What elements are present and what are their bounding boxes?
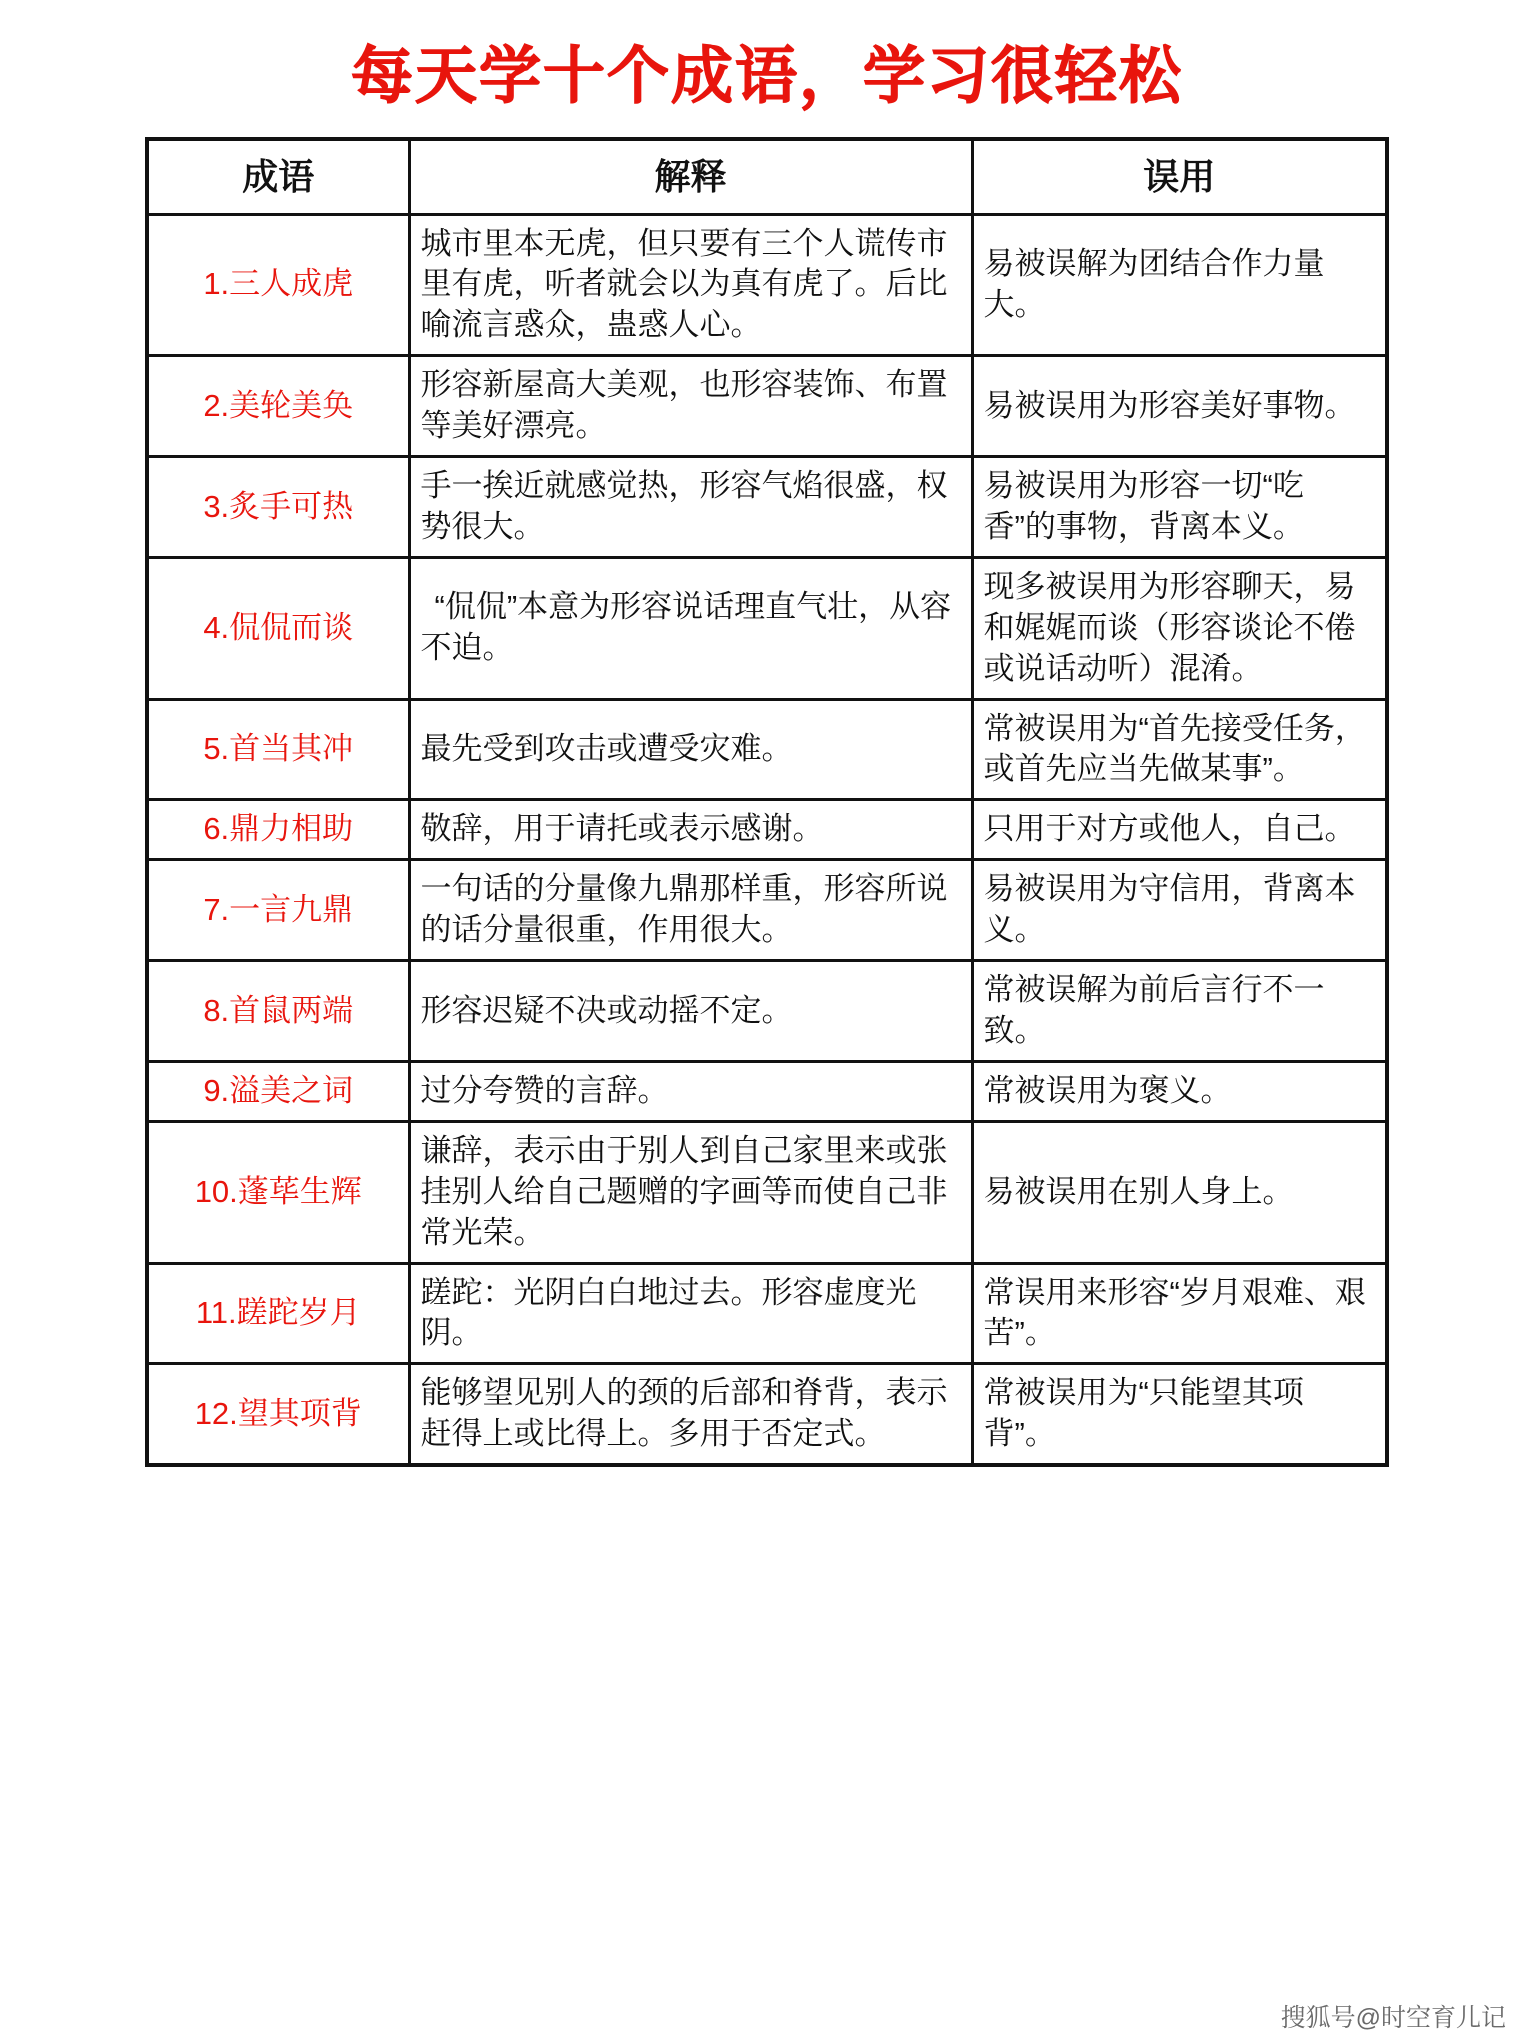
cell-misuse: 常被误解为前后言行不一致。: [972, 961, 1387, 1062]
cell-misuse: 常被误用为“只能望其项背”。: [972, 1364, 1387, 1465]
cell-misuse: 常被误用为褒义。: [972, 1061, 1387, 1121]
table-row: [147, 1061, 1387, 1121]
cell-idiom: 6.鼎力相助: [147, 800, 409, 860]
cell-misuse: 常误用来形容“岁月艰难、艰苦”。: [972, 1263, 1387, 1364]
cell-idiom: 8.首鼠两端: [147, 961, 409, 1062]
cell-definition: 最先受到攻击或遭受灾难。: [409, 699, 972, 800]
cell-misuse: 易被误用为守信用，背离本义。: [972, 860, 1387, 961]
table-row: [147, 860, 1387, 961]
cell-misuse: 易被误解为团结合作力量大。: [972, 214, 1387, 356]
cell-definition: 城市里本无虎，但只要有三个人谎传市里有虎，听者就会以为真有虎了。后比喻流言惑众，蛊惑人心。: [409, 214, 972, 356]
cell-definition: 谦辞，表示由于别人到自己家里来或张挂别人给自己题赠的字画等而使自己非常光荣。: [409, 1121, 972, 1263]
cell-definition: 形容迟疑不决或动摇不定。: [409, 961, 972, 1062]
cell-misuse: 易被误用在别人身上。: [972, 1121, 1387, 1263]
table-row: [147, 557, 1387, 699]
cell-idiom: 2.美轮美奂: [147, 356, 409, 457]
table-row: [147, 214, 1387, 356]
cell-idiom: 1.三人成虎: [147, 214, 409, 356]
cell-misuse: 易被误用为形容美好事物。: [972, 356, 1387, 457]
table-row: [147, 356, 1387, 457]
cell-idiom: 10.蓬荜生辉: [147, 1121, 409, 1263]
table-header-row: [147, 139, 1387, 214]
cell-idiom: 4.侃侃而谈: [147, 557, 409, 699]
watermark: 搜狐号@时空育儿记: [1280, 2004, 1506, 2032]
cell-definition: 敬辞，用于请托或表示感谢。: [409, 800, 972, 860]
cell-definition: 蹉跎：光阴白白地过去。形容虚度光阴。: [409, 1263, 972, 1364]
page-title: 每天学十个成语，学习很轻松: [350, 39, 1183, 112]
table-row: [147, 961, 1387, 1062]
table-row: [147, 800, 1387, 860]
cell-idiom: 12.望其项背: [147, 1364, 409, 1465]
cell-misuse: 现多被误用为形容聊天，易和娓娓而谈（形容谈论不倦或说话动听）混淆。: [972, 557, 1387, 699]
column-header-misuse: 误用: [972, 139, 1387, 214]
cell-idiom: 11.蹉跎岁月: [147, 1263, 409, 1364]
cell-definition: 能够望见别人的颈的后部和脊背，表示赶得上或比得上。多用于否定式。: [409, 1364, 972, 1465]
table-row: [147, 1121, 1387, 1263]
table-row: [147, 699, 1387, 800]
cell-misuse: 常被误用为“首先接受任务，或首先应当先做某事”。: [972, 699, 1387, 800]
cell-idiom: 7.一言九鼎: [147, 860, 409, 961]
cell-idiom: 5.首当其冲: [147, 699, 409, 800]
cell-definition: 过分夸赞的言辞。: [409, 1061, 972, 1121]
table-row: [147, 1263, 1387, 1364]
table-row: [147, 1364, 1387, 1465]
table-row: [147, 457, 1387, 558]
column-header-idiom: 成语: [147, 139, 409, 214]
cell-definition: 形容新屋高大美观，也形容装饰、布置等美好漂亮。: [409, 356, 972, 457]
cell-idiom: 3.炙手可热: [147, 457, 409, 558]
cell-misuse: 易被误用为形容一切“吃香”的事物，背离本义。: [972, 457, 1387, 558]
cell-definition: “侃侃”本意为形容说话理直气壮，从容不迫。: [409, 557, 972, 699]
cell-idiom: 9.溢美之词: [147, 1061, 409, 1121]
cell-definition: 一句话的分量像九鼎那样重，形容所说的话分量很重，作用很大。: [409, 860, 972, 961]
cell-misuse: 只用于对方或他人，自己。: [972, 800, 1387, 860]
column-header-definition: 解释: [409, 139, 972, 214]
idiom-table: [145, 137, 1389, 1467]
cell-definition: 手一挨近就感觉热，形容气焰很盛，权势很大。: [409, 457, 972, 558]
